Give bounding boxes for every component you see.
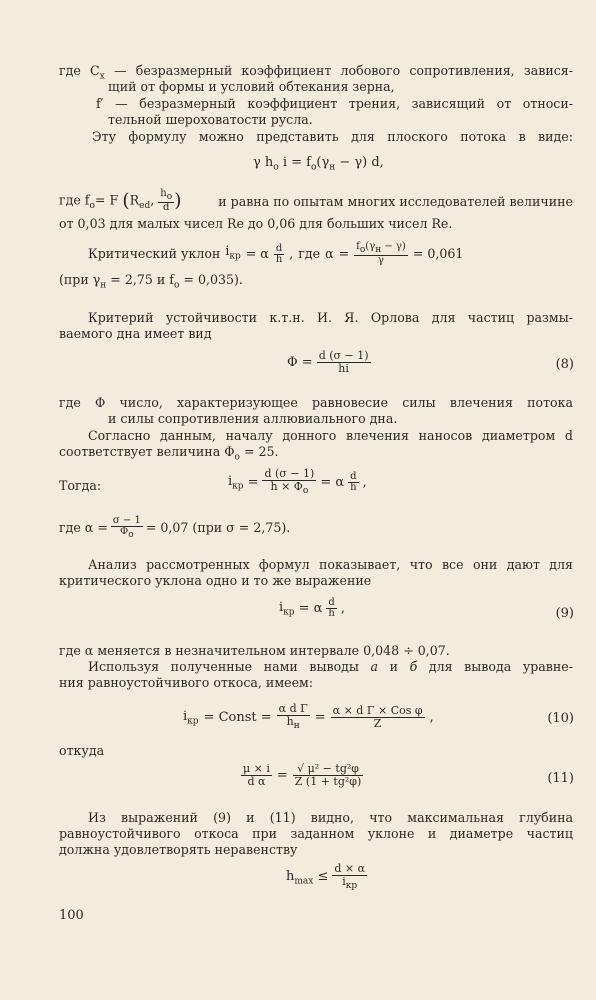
formula-11: $\frac{\mu \times i}{\text{d α}}$ = $\frac{\text{√ μ² − tg²φ}}{\text{Z (1 + tg²φ)}}$ xyxy=(243,762,362,788)
equation-number: (10) xyxy=(547,711,574,726)
text-line: Критерий устойчивости к.т.н. И. Я. Орлова для частиц размы- xyxy=(88,310,573,325)
page-number: 100 xyxy=(59,908,84,923)
text-line: где $f_o= F$ ($R_{ed}$, $\frac{h_o}{d}$ ) и равна по опытам многих исследователей величине xyxy=(59,188,573,213)
text-line: где $C_x$ — безразмерный коэффициент лобового сопротивления, завися- xyxy=(59,63,573,82)
text-line: соответствует величина $\Phi_o = 25$. xyxy=(59,444,279,463)
formula-10: $i_{кр}$ = Const = $\frac{\text{α d Γ}}{h_н}$ = $\frac{\text{α × d Γ × Cos φ}}{Z}$ , xyxy=(183,702,434,732)
text-line: Критический уклон $i_{кр}$ = α $\frac{d}{h}$ , где α = $\frac{f_o(\gamma_н - \gamma)}{\gamma}$ = 0,061 xyxy=(88,241,464,266)
text-line: Анализ рассмотренных формул показывает, что все они дают для xyxy=(88,557,573,572)
text-line: f′ — безразмерный коэффициент трения, зависящий от относи- xyxy=(96,96,573,111)
text-line: Из выражений (9) и (11) видно, что максимальная глубина xyxy=(88,810,573,825)
formula-hmax: $h_{max}$ ≤ $\frac{d \times \alpha}{i_{кр}}$ xyxy=(286,862,366,892)
equation-number: (9) xyxy=(555,606,574,621)
equation-number: (11) xyxy=(547,771,574,786)
text-line: Используя полученные нами выводы а и б для вывода уравне- xyxy=(88,659,573,674)
text-line: критического уклона одно и то же выражение xyxy=(59,573,372,588)
formula-ikr: $i_{кр}$ = α $\frac{d}{h}$ , xyxy=(279,597,345,619)
text-line: тельной шероховатости русла. xyxy=(108,112,313,127)
text-line: (при $\gamma_н = 2,75$ и $f_o = 0,035$). xyxy=(59,272,243,291)
text-line: Тогда: xyxy=(59,478,102,493)
text-line: щий от формы и условий обтекания зерна, xyxy=(108,79,395,94)
text-line: равноустойчивого откоса при заданном уклоне и диаметре частиц xyxy=(59,826,573,841)
formula-flow: γ $h_o$ $i = f_o(\gamma_н - \gamma)$ d, xyxy=(253,155,384,173)
text-line: ния равноустойчивого откоса, имеем: xyxy=(59,675,314,690)
formula-phi: Φ = $\frac{d (\sigma - 1)}{hi}$ xyxy=(287,349,369,375)
text-line: где Φ число, характеризующее равновесие силы влечения потока xyxy=(59,395,573,410)
text-line: где α = $\frac{\sigma - 1}{\Phi_o}$ = 0,07 (при σ = 2,75). xyxy=(59,515,291,540)
text-line: от 0,03 для малых чисел Re до 0,06 для больших чисел Re. xyxy=(59,216,453,231)
text-line: ваемого дна имеет вид xyxy=(59,326,212,341)
text-line: откуда xyxy=(59,743,105,758)
text-line: должна удовлетворять неравенству xyxy=(59,842,298,857)
text-line: Согласно данным, началу донного влечения наносов диаметром d xyxy=(88,428,573,443)
text-line: Эту формулу можно представить для плоского потока в виде: xyxy=(92,129,573,144)
text-line: где α меняется в незначительном интервале 0,048 ÷ 0,07. xyxy=(59,643,450,658)
equation-number: (8) xyxy=(555,357,574,372)
text-line: и силы сопротивления аллювиального дна. xyxy=(108,411,398,426)
formula-then: $i_{кр}$ = $\frac{d (\sigma - 1)}{h \times \Phi_o}$ = α $\frac{d}{h}$ , xyxy=(228,467,367,497)
